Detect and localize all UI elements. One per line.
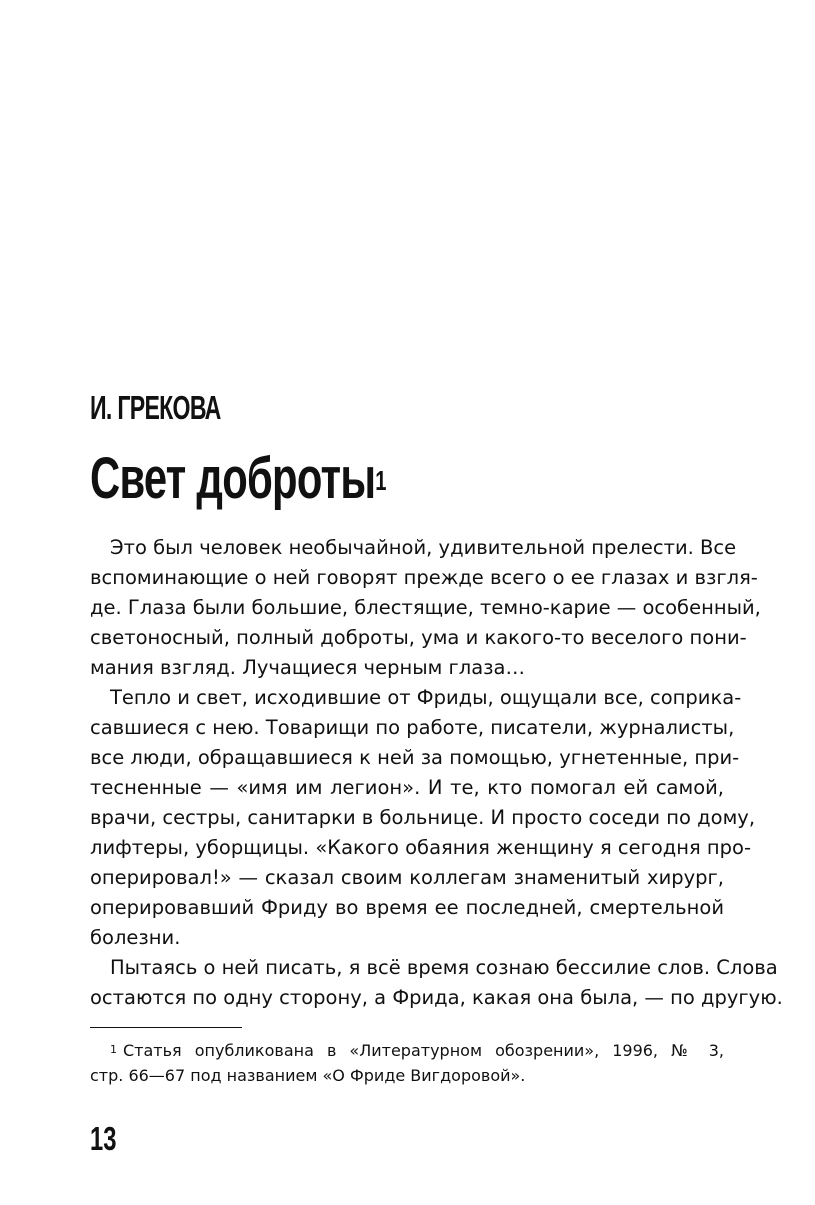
chapter-title — [90, 444, 386, 514]
text-line: де. Глаза были большие, блестящие, темно-карие — особенный, — [90, 596, 761, 619]
paragraph-1 — [90, 533, 761, 683]
text-line: лифтеры, уборщицы. «Какого обаяния женщину я сегодня про- — [90, 836, 752, 859]
footnote-text: Статья опубликована в «Литературном обозрении», 1996, № 3, — [123, 1041, 724, 1060]
body-text — [90, 533, 783, 1013]
text-line: все люди, обращавшиеся к ней за помощью, угнетенные, при- — [90, 746, 740, 769]
footnote-line: стр. 66—67 под названием «О Фриде Вигдоровой». — [90, 1066, 526, 1085]
footnote — [90, 1038, 724, 1088]
text-line: врачи, сестры, санитарки в больнице. И просто соседи по дому, — [90, 806, 756, 829]
text-line: мания взгляд. Лучащиеся черным глаза… — [90, 656, 525, 679]
text-line: остаются по одну сторону, а Фрида, какая она была, — по другую. — [90, 986, 783, 1009]
footnote-divider — [90, 1027, 242, 1028]
text-line: болезни. — [90, 926, 181, 949]
footnote-line — [90, 1038, 724, 1063]
text-line: савшиеся с нею. Товарищи по работе, писатели, журналисты, — [90, 716, 735, 739]
page-number: 13 — [90, 1120, 117, 1157]
footnote-mark: 1 — [110, 1043, 117, 1056]
text-line: Тепло и свет, исходившие от Фриды, ощущали все, соприка- — [110, 686, 742, 709]
text-line: Пытаясь о ней писать, я всё время сознаю бессилие слов. Слова — [110, 956, 778, 979]
text-line: оперировавший Фриду во время ее последней, смертельной — [90, 896, 724, 919]
chapter-title-text: Свет доброты — [90, 446, 376, 511]
text-line: тесненные — «имя им легион». И те, кто помогал ей самой, — [90, 776, 724, 799]
paragraph-2 — [90, 683, 756, 953]
text-line: оперировал!» — сказал своим коллегам знаменитый хирург, — [90, 866, 724, 889]
paragraph-3 — [90, 953, 783, 1013]
text-line: Это был человек необычайной, удивительной прелести. Все — [110, 536, 737, 559]
author-name: И. ГРЕКОВА — [90, 389, 221, 426]
text-line: светоносный, полный доброты, ума и какого-то веселого пони- — [90, 626, 747, 649]
text-line: вспоминающие о ней говорят прежде всего о ее глазах и взгля- — [90, 566, 758, 589]
title-footnote-mark: 1 — [375, 465, 386, 496]
